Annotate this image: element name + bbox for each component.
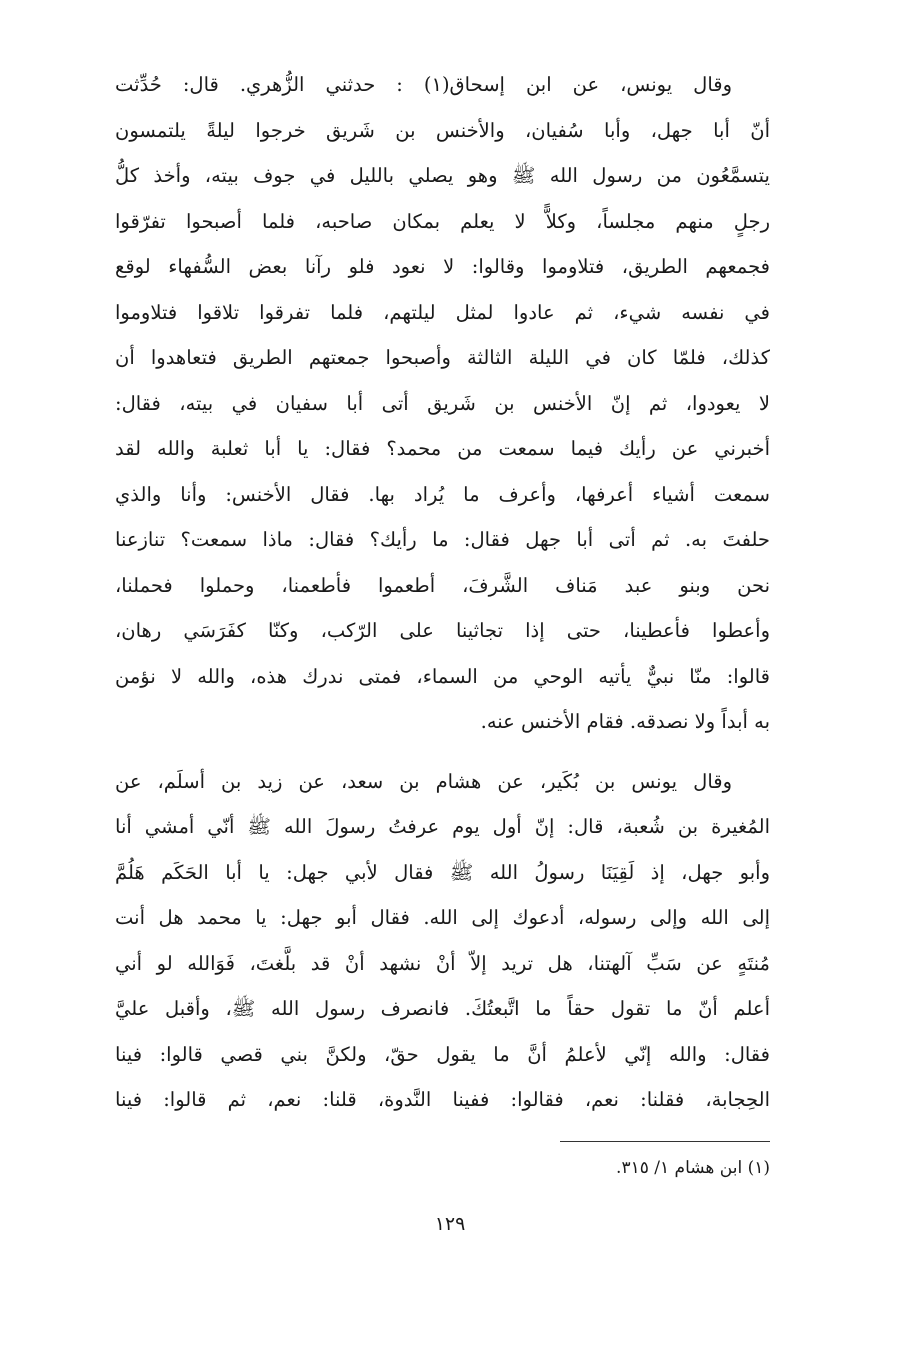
text-line: وقال يونس بن بُكَير، عن هشام بن سعد، عن زيد بن أسلَم، عن [115, 769, 732, 793]
text-line: كذلك، فلمّا كان في الليلة الثالثة وأصبحوا جمعتهم الطريق فتعاهدوا أن [115, 346, 770, 369]
text-line: وأبو جهل، إذ لَقِيَنَا رسولُ الله ﷺ فقال لأبي جهل: يا أبا الحَكَم هَلُمَّ [115, 860, 770, 884]
text-line: به أبداً ولا نصدقه. فقام الأخنس عنه. [480, 710, 770, 733]
text-line: إلى الله وإلى رسوله، أدعوك إلى الله. فقال أبو جهل: يا محمد هل أنت [115, 906, 770, 929]
text-line: في نفسه شيء، ثم عادوا لمثل ليلتهم، فلما تفرقوا تلاقوا فتلاوموا [115, 300, 770, 324]
text-line: أعلم أنّ ما تقول حقاً ما اتَّبعتُكَ. فانصرف رسول الله ﷺ، وأقبل عليَّ [115, 997, 770, 1020]
text-line: لا يعودوا، ثم إنّ الأخنس بن شَريق أتى أبا سفيان في بيته، فقال: [115, 391, 770, 415]
text-line: وأعطوا فأعطينا، حتى إذا تجاثينا على الرّكب، وكنّا كفَرَسَي رهان، [115, 619, 770, 642]
text-line: مُنتَهٍ عن سَبِّ آلهتنا، هل تريد إلاّ أنْ نشهد أنْ قد بلَّغتَ، فَوَالله لو أني [115, 951, 770, 975]
text-line: الحِجابة، فقلنا: نعم، فقالوا: ففينا النَّدوة، قلنا: نعم، ثم قالوا: فينا [115, 1088, 770, 1111]
text-line: فقال: والله إنّي لأعلمُ أنَّ ما يقول حقّ، ولكنَّ بني قصي قالوا: فينا [115, 1042, 770, 1066]
footnote: (١) ابن هشام ١/ ٣١٥. [616, 1158, 770, 1178]
text-line: أخبرني عن رأيك فيما سمعت من محمد؟ فقال: يا أبا ثعلبة والله لقد [115, 437, 770, 460]
page-number: ١٢٩ [434, 1213, 466, 1235]
paragraph-gap [115, 745, 770, 759]
footnote-separator [560, 1141, 770, 1142]
text-line: حلفتَ به. ثم أتى أبا جهل فقال: ما رأيك؟ فقال: ماذا سمعت؟ تنازعنا [115, 528, 770, 551]
text-line: أنّ أبا جهل، وأبا سُفيان، والأخنس بن شَريق خرجوا ليلةً يلتمسون [115, 118, 770, 142]
text-line: فجمعهم الطريق، فتلاوموا وقالوا: لا نعود فلو رآنا بعض السُّفهاء لوقع [115, 255, 770, 278]
text-line: المُغيرة بن شُعبة، قال: إنّ أول يوم عرفتُ رسولَ الله ﷺ أنّي أمشي أنا [115, 815, 770, 838]
text-line: سمعت أشياء أعرفها، وأعرف ما يُراد بها. فقال الأخنس: وأنا والذي [115, 482, 770, 506]
paragraph-1 [115, 62, 770, 745]
text-line: رجلٍ منهم مجلساً، وكلاًّ لا يعلم بمكان صاحبه، فلما أصبحوا تفرّقوا [115, 209, 770, 233]
main-text [115, 62, 770, 1123]
text-line: يتسمَّعُون من رسول الله ﷺ وهو يصلي بالليل في جوف بيته، وأخذ كلُّ [115, 164, 770, 187]
text-line: نحن وبنو عبد مَناف الشَّرفَ، أطعموا فأطعمنا، وحملوا فحملنا، [115, 573, 770, 597]
text-line: قالوا: منّا نبيٌّ يأتيه الوحي من السماء، فمتى ندرك هذه، والله لا نؤمن [115, 664, 770, 688]
text-line: وقال يونس، عن ابن إسحاق(١) : حدثني الزُّهري. قال: حُدِّثت [115, 73, 732, 96]
paragraph-2 [115, 759, 770, 1123]
